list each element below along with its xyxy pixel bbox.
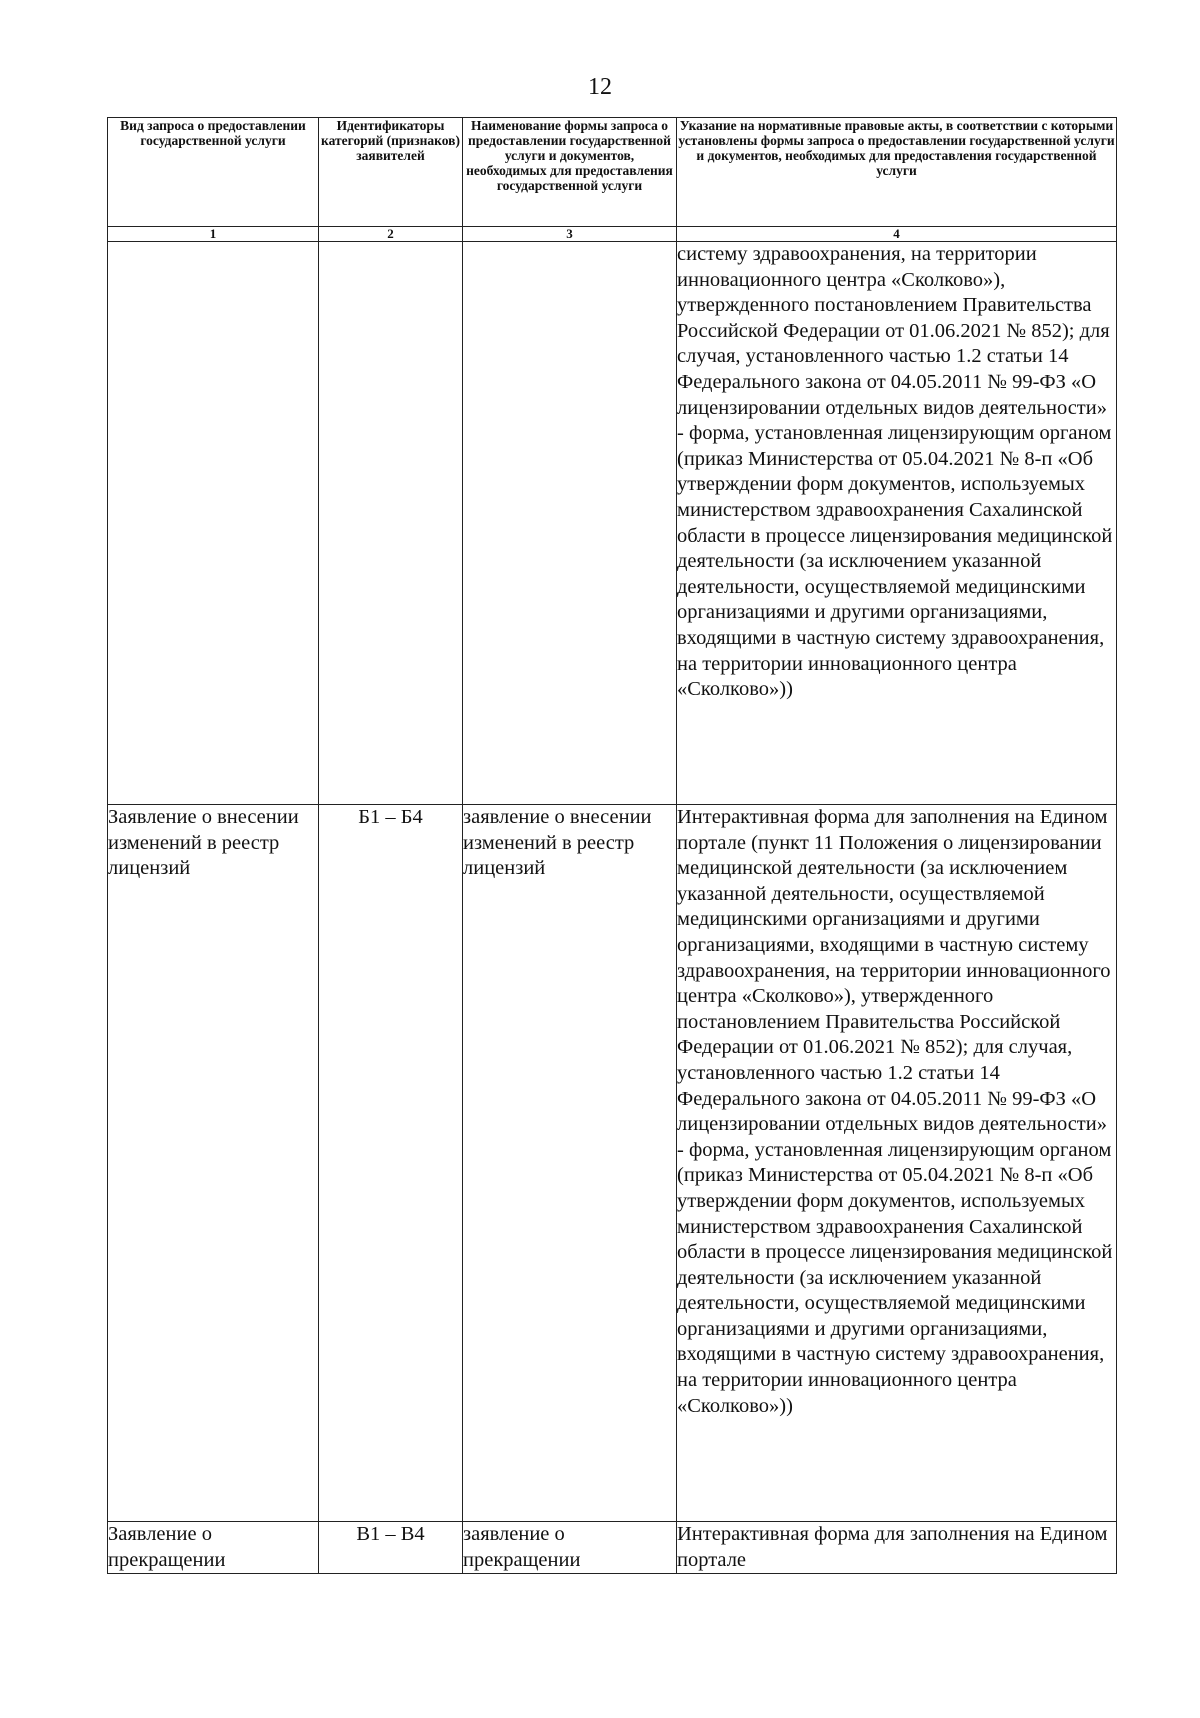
services-table: [107, 117, 1117, 1574]
table-row: [108, 805, 1117, 1522]
page-number: 12: [588, 74, 612, 100]
header-applicant-ids: Идентификаторы категорий (признаков) заявителей: [319, 118, 463, 227]
table-header-row: [108, 118, 1117, 227]
column-number: 1: [108, 227, 319, 242]
legal-acts-cell: Интерактивная форма для заполнения на Едином портале: [677, 1522, 1117, 1574]
request-type-cell: Заявление о прекращении: [108, 1522, 319, 1574]
column-number: 4: [677, 227, 1117, 242]
request-type-cell: [108, 242, 319, 805]
applicant-ids-cell: В1 – В4: [319, 1522, 463, 1574]
header-legal-acts: Указание на нормативные правовые акты, в соответствии с которыми установлены формы запроса о предоставлении государственной услуги и документов, необходимых для предоставления государственной услуги: [677, 118, 1117, 227]
header-request-type: Вид запроса о предоставлении государственной услуги: [108, 118, 319, 227]
request-type-cell: Заявление о внесении изменений в реестр лицензий: [108, 805, 319, 1522]
applicant-ids-cell: [319, 242, 463, 805]
table-row: [108, 242, 1117, 805]
header-form-name: Наименование формы запроса о предоставлении государственной услуги и документов, необходимых для предоставления государственной услуги: [463, 118, 677, 227]
table-row: [108, 1522, 1117, 1574]
legal-acts-cell: Интерактивная форма для заполнения на Едином портале (пункт 11 Положения о лицензировании медицинской деятельности (за исключением указанной деятельности, осуществляемой медицинскими организациями и другими организациями, входящими в частную систему здравоохранения, на территории инновационного центра «Сколково»), утвержденного постановлением Правительства Российской Федерации от 01.06.2021 № 852); для случая, установленного частью 1.2 статьи 14 Федерального закона от 04.05.2011 № 99-ФЗ «О лицензировании отдельных видов деятельности» - форма, установленная лицензирующим органом (приказ Министерства от 05.04.2021 № 8-п «Об утверждении форм документов, используемых министерством здравоохранения Сахалинской области в процессе лицензирования медицинской деятельности (за исключением указанной деятельности, осуществляемой медицинскими организациями и другими организациями, входящими в частную систему здравоохранения, на территории инновационного центра «Сколково»)): [677, 805, 1117, 1522]
form-name-cell: заявление о прекращении: [463, 1522, 677, 1574]
form-name-cell: [463, 242, 677, 805]
form-name-cell: заявление о внесении изменений в реестр лицензий: [463, 805, 677, 1522]
applicant-ids-cell: Б1 – Б4: [319, 805, 463, 1522]
column-number: 3: [463, 227, 677, 242]
column-number-row: [108, 227, 1117, 242]
legal-acts-cell: систему здравоохранения, на территории инновационного центра «Сколково»), утвержденного постановлением Правительства Российской Федерации от 01.06.2021 № 852); для случая, установленного частью 1.2 статьи 14 Федерального закона от 04.05.2011 № 99-ФЗ «О лицензировании отдельных видов деятельности» - форма, установленная лицензирующим органом (приказ Министерства от 05.04.2021 № 8-п «Об утверждении форм документов, используемых министерством здравоохранения Сахалинской области в процессе лицензирования медицинской деятельности (за исключением указанной деятельности, осуществляемой медицинскими организациями и другими организациями, входящими в частную систему здравоохранения, на территории инновационного центра «Сколково»)): [677, 242, 1117, 805]
column-number: 2: [319, 227, 463, 242]
